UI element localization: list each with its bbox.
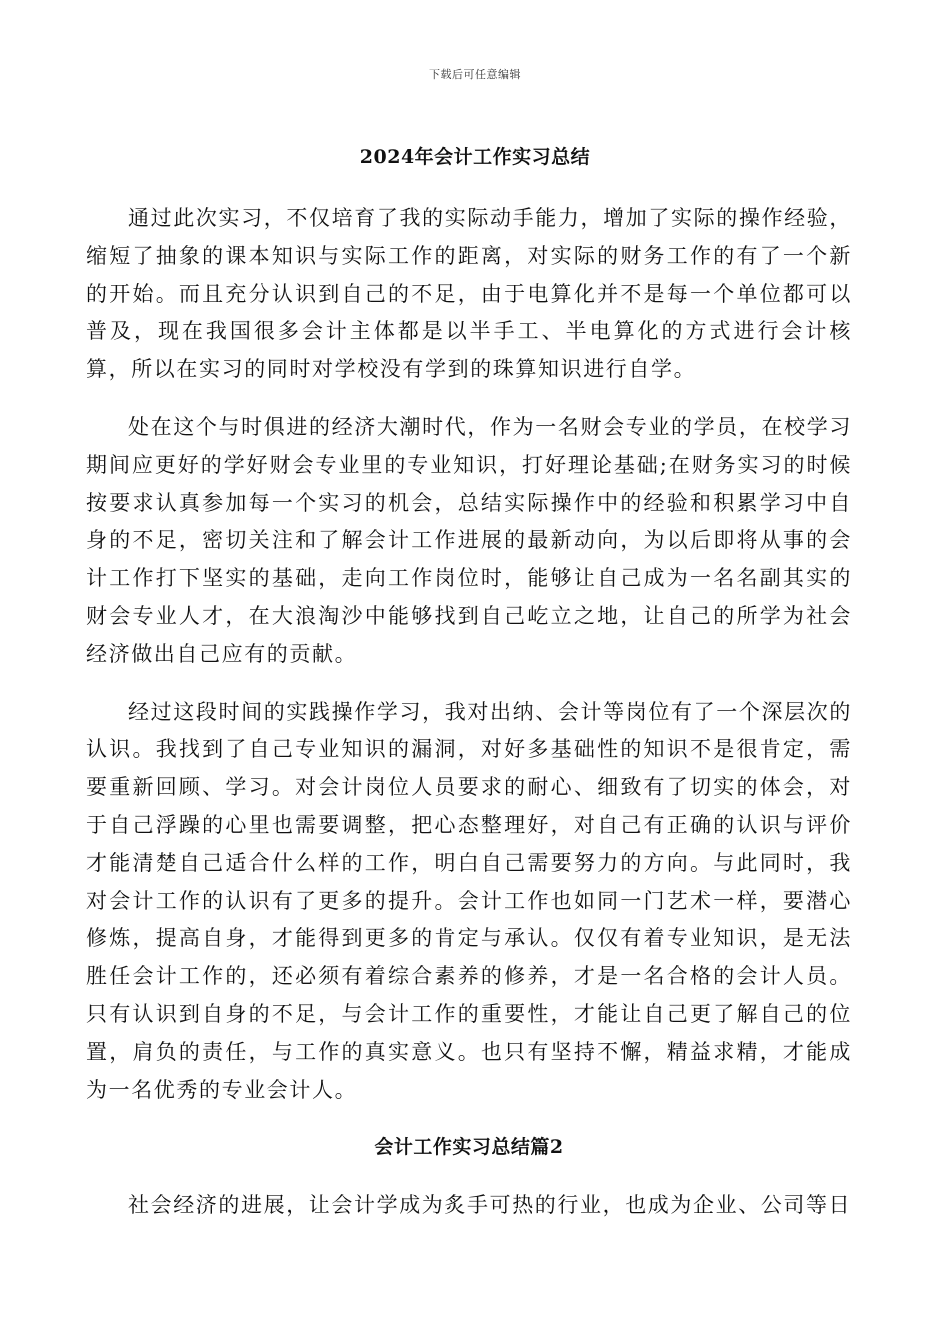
paragraph-2: 处在这个与时俱进的经济大潮时代，作为一名财会专业的学员，在校学习期间应更好的学好财会专业里的专业知识，打好理论基础;在财务实习的时候按要求认真参加每一个实习的机会，总结实际操作中的经验和积累学习中自身的不足，密切关注和了解会计工作进展的最新动向，为以后即将从事的会计工作打下坚实的基础，走向工作岗位时，能够让自己成为一名名副其实的财会专业人才，在大浪淘沙中能够找到自己屹立之地，让自己的所学为社会经济做出自己应有的贡献。 bbox=[86, 414, 852, 666]
paragraph-gap bbox=[86, 389, 852, 409]
paragraph-gap bbox=[86, 674, 852, 694]
paragraph-gap bbox=[86, 1109, 852, 1129]
section-subtitle: 会计工作实习总结篇2 bbox=[374, 1136, 564, 1159]
paragraph-4: 社会经济的进展，让会计学成为炙手可热的行业，也成为企业、公司等日 bbox=[128, 1193, 852, 1218]
paragraph-1: 通过此次实习，不仅培育了我的实际动手能力，增加了实际的操作经验，缩短了抽象的课本知识与实际工作的距离，对实际的财务工作的有了一个新的开始。而且充分认识到自己的不足，由于电算化并不是每一个单位都可以普及，现在我国很多会计主体都是以半手工、半电算化的方式进行会计核算，所以在实习的同时对学校没有学到的珠算知识进行自学。 bbox=[86, 206, 852, 382]
paragraph-3: 经过这段时间的实践操作学习，我对出纳、会计等岗位有了一个深层次的认识。我找到了自己专业知识的漏洞，对好多基础性的知识不是很肯定，需要重新回顾、学习。对会计岗位人员要求的耐心、细致有了切实的体会，对于自己浮躁的心里也需要调整，把心态整理好，对自己有正确的认识与评价才能清楚自己适合什么样的工作，明白自己需要努力的方向。与此同时，我对会计工作的认识有了更多的提升。会计工作也如同一门艺术一样，要潜心修炼，提高自身，才能得到更多的肯定与承认。仅仅有着专业知识，是无法胜任会计工作的，还必须有着综合素养的修养，才是一名合格的会计人员。只有认识到自身的不足，与会计工作的重要性，才能让自己更了解自己的位置，肩负的责任，与工作的真实意义。也只有坚持不懈，精益求精，才能成为一名优秀的专业会计人。 bbox=[86, 699, 852, 1102]
header-note: 下载后可任意编辑 bbox=[429, 68, 521, 81]
paragraph-gap bbox=[86, 1167, 852, 1187]
document-title: 2024年会计工作实习总结 bbox=[359, 146, 591, 168]
document-body bbox=[86, 200, 852, 1225]
